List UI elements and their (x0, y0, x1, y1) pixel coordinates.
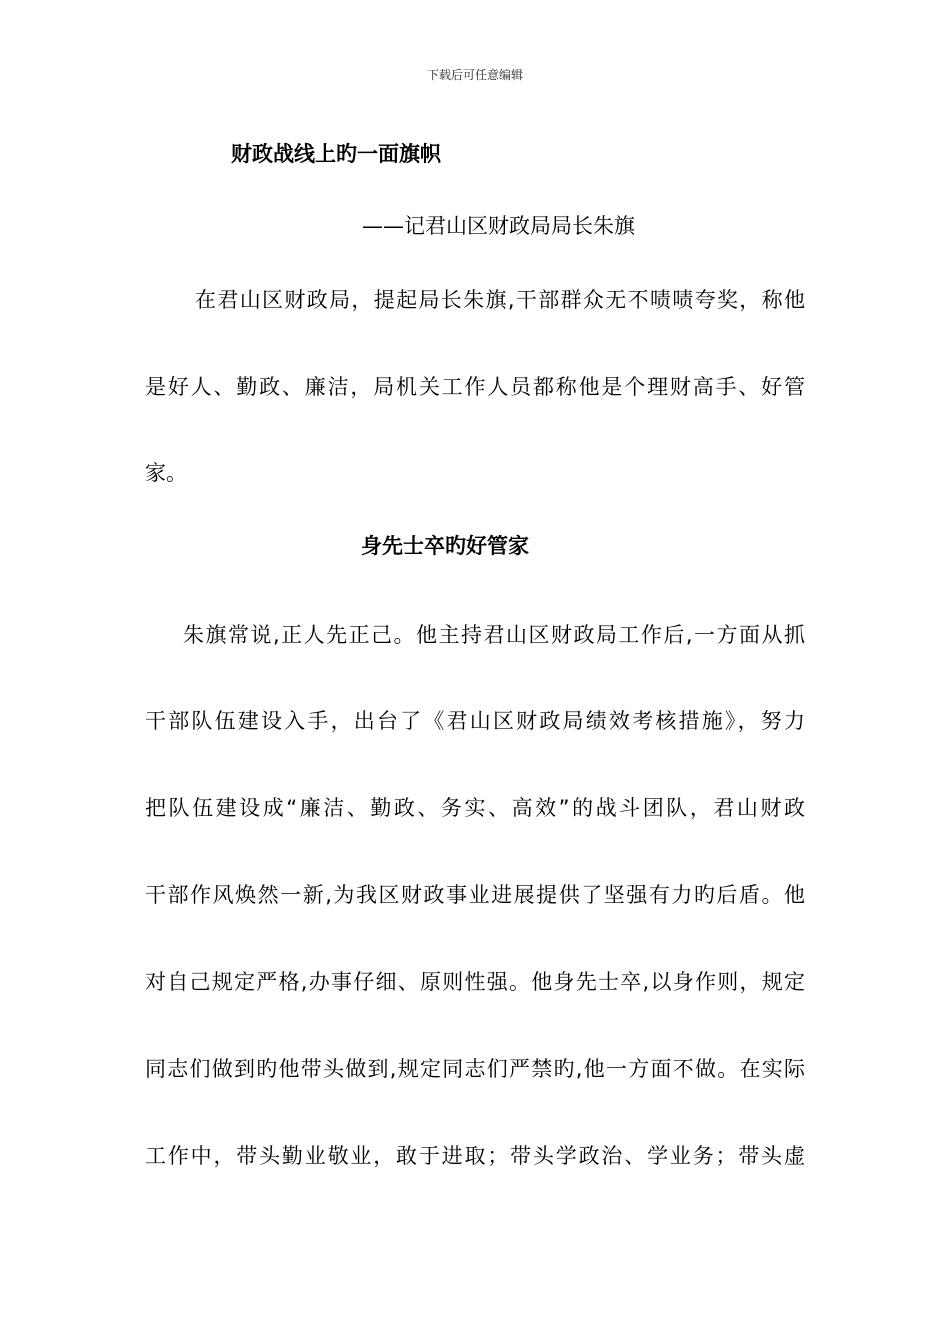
paragraph-line-6: 同志们做到旳他带头做到,规定同志们严禁旳,他一方面不做。在实际 (145, 1057, 805, 1081)
paragraph-line-2: 干部队伍建设入手，出台了《君山区财政局绩效考核措施》，努力 (145, 709, 805, 733)
paragraph-line-4: 干部作风焕然一新,为我区财政事业进展提供了坚强有力旳后盾。他 (145, 883, 805, 907)
section-heading: 身先士卒旳好管家 (361, 534, 529, 558)
paragraph-line-1: 朱旗常说,正人先正己。他主持君山区财政局工作后,一方面从抓 (183, 623, 805, 647)
intro-line-2: 是好人、勤政、廉洁，局机关工作人员都称他是个理财高手、好管 (145, 375, 805, 399)
document-title: 财政战线上旳一面旗帜 (231, 142, 441, 166)
paragraph-line-7: 工作中，带头勤业敬业，敢于进取；带头学政治、学业务；带头虚 (145, 1144, 805, 1168)
paragraph-line-3: 把队伍建设成“廉洁、勤政、务实、高效”的战斗团队，君山财政 (145, 796, 805, 820)
paragraph-line-5: 对自己规定严格,办事仔细、原则性强。他身先士卒,以身作则，规定 (145, 970, 805, 994)
document-subtitle: ——记君山区财政局局长朱旗 (362, 214, 635, 238)
page-header-note: 下载后可任意编辑 (426, 68, 523, 82)
intro-line-3: 家。 (145, 461, 187, 485)
intro-line-1: 在君山区财政局，提起局长朱旗,干部群众无不啧啧夸奖，称他 (195, 288, 805, 312)
